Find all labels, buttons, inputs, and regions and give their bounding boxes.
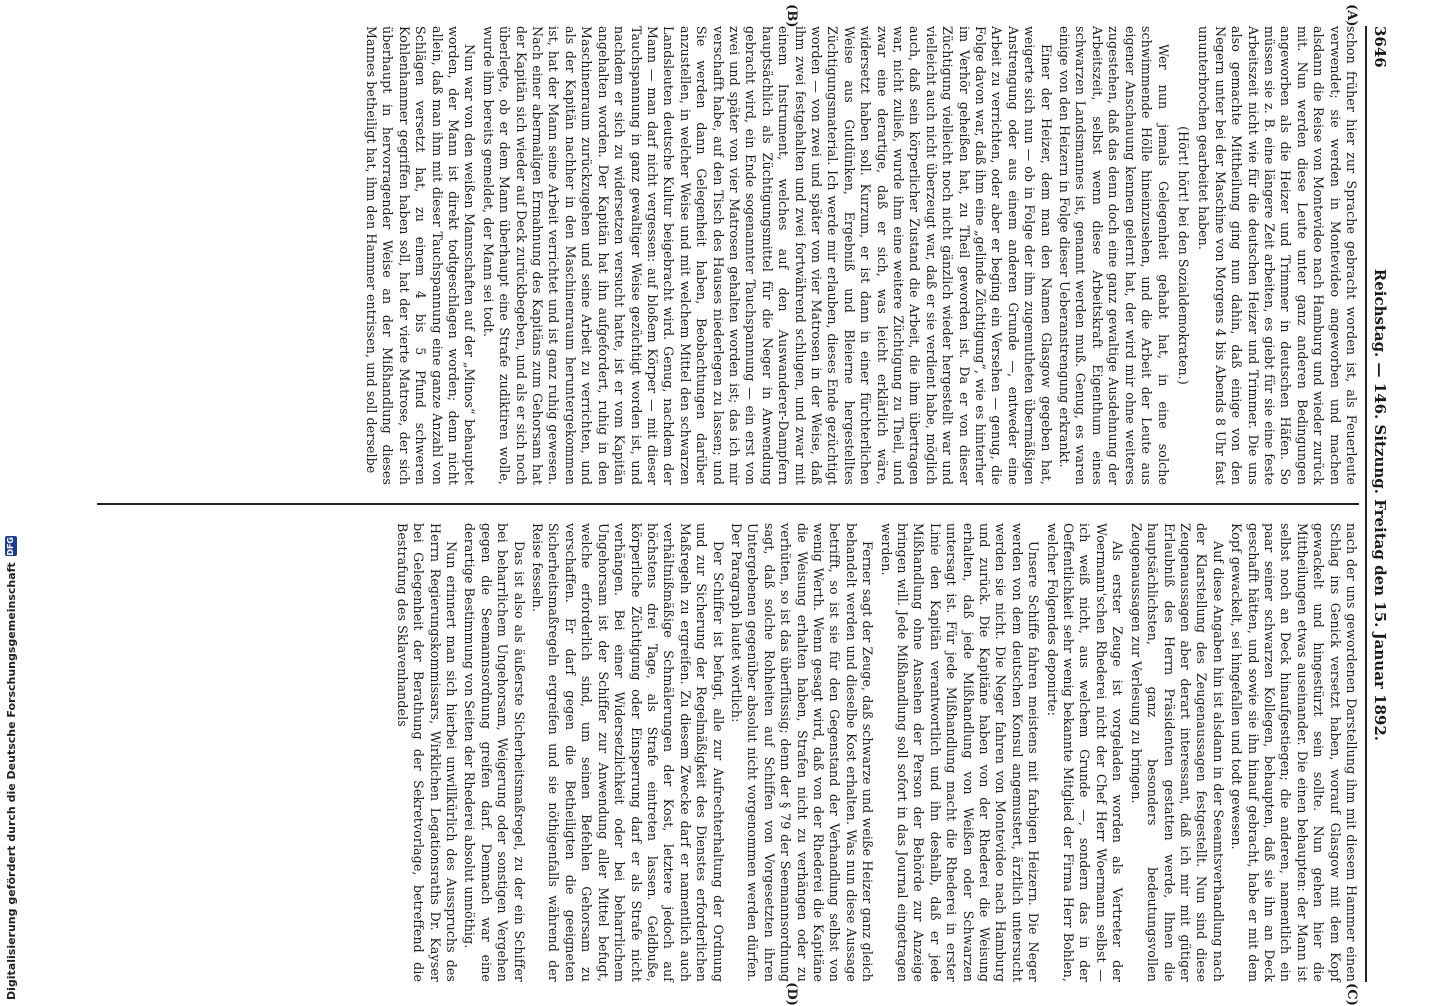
running-title: Reichstag. — 146. Sitzung. Freitag den 15. Januar 1892. (1371, 268, 1389, 742)
paragraph: Ferner sagt der Zeuge, daß schwarze und weiße Heizer ganz gleich behandelt werden und dieselbe Kost erhalten. Was nun diese Aussage betrifft, so ist sie für den Gegenstand der Verhandlung selbst von wenig Werth. Wenn gesagt wird, daß von der Rhederei die Kapitäne die Weisung erhalten haben, Strafen nicht zu verhängen oder zu verhüten, so ist das überflüssig; denn der § 79 der Seemannsordnung sagt, daß solche Rohheiten auf Schiffen von Vorgesetzten ihren Untergebenen gegenüber absolut nicht vorgenommen werden dürfen. Der Paragraph lautet wörtlich: (728, 523, 876, 982)
margin-marker-a: (A) (1344, 4, 1359, 27)
paragraph: Einer der Heizer, dem man den Namen Glasgow gegeben hat, weigerte sich nun — ob in Folge der ihm zugemutheten übermäßigen Anstrengung oder aus einem anderen Grunde —, entweder eine Arbeit zu verrichten, oder aber er beging ein Versehen — genug, die Folge davon war, daß ihm eine „gelinde Züchtigung“, wie es hinterher im Verhör geheißen hat, zu Theil geworden ist. Da er von dieser Züchtigung vielleicht noch nicht gänzlich wieder hergestellt war und vielleicht auch nicht überzeugt war, daß er sie verdient habe, möglich auch, daß sein körperlicher Zustand die Arbeit, die ihm übertragen war, nicht zuließ, wurde ihm eine weitere Züchtigung zu Theil, und zwar eine derartige, daß er sich, was leicht erklärlich wäre, widersetzt haben soll. Kurzum, er ist dann in einer fürchterlichen Weise aus Gutdünken, Ergebniß und Bleierne hergestelltes Züchtigungsmaterial. Ich werde mir erlauben, dieses Ende gezüchtigt worden — von zwei und später von vier Matrosen in der Weise, daß ihm zwei festgehalten und zwei fortwährend schlugen, und zwar mit einem Instrument, welches auf den Auswanderer-Dampfern hauptsächlich als Züchtigungsmittel für die Neger in Anwendung gebracht wird, ein Ende sogenannter Tauchspannung — ein erst von zwei und später von vier Matrosen gehalten worden ist; das ich mir verschafft habe, auf den Tisch des Hauses niederlegen zu lassen; und Sie werden dann Gelegenheit haben, Beobachtungen darüber anzustellen, in welcher Weise und mit welchem Mittel den schwarzen Landsleuten deutsche Kultur beigebracht wird. Genug, nachdem der Mann — man darf nicht vergessen: auf bloßem Körper — mit dieser Tauchspannung in ganz gewaltiger Weise gezüchtigt worden ist, und nachdem er sich zu widersetzen versucht hatte, ist er vom Kapitän angehalten worden. Der Kapitän hat ihn aufgefordert, ruhig in den Maschinenraum zurückzugehen und seine Arbeit zu verrichten, und als der Kapitän nachher in den Maschinenraum heruntergekommen ist, hat der Mann seine Arbeit verrichtet und ist ganz ruhig gewesen. Nach einer abermaligen Ermahnung des Kapitäns zum Gehorsam hat der Kapitän sich wieder auf Deck zurückbegeben, und als er sich noch überlegte, ob er dem Mann überhaupt eine Strafe zudiktiren wolle, wurde ihm bereits gemeldet, der Mann sei todt. (480, 26, 1054, 485)
paragraph: Auf diese Angaben hin ist alsdann in der Seeamtsverhandlung nach der Klarstellung des Zeugenaussagen festgestellt. Nun sind diese Zeugenaussagen aber derart interessant, daß ich mir mit gütiger Erlaubniß des Herrn Präsidenten gestatten werde, Ihnen die hauptsächlichsten, ganz besonders bedeutungsvollen Zeugenaussagen zur Verlesung zu bringen. (1128, 523, 1226, 982)
scanned-page (81, 4, 1421, 1006)
digitization-credit (4, 15, 18, 1000)
left-column (97, 4, 1359, 503)
paragraph: schon früher hier zur Sprache gebracht worden ist, als Feuerleute verwendet; sie werden in Montevideo angeworben und machen alsdann die Reise von Montevideo nach Hamburg und wieder zurück mit. Nun werden diese Leute unter ganz anderen Bedingungen angeworben als die Heizer und Trimmer in deutschen Häfen. So müssen sie z. B. eine längere Zeit arbeiten, es giebt für sie eine feste Arbeitszeit nicht wie für die deutschen Heizer und Trimmer. Die uns also gemachte Mittheilung ging nun dahin, daß einige von den Negern unter bei der Maschine von Morgens 4 bis Abends 8 Uhr fast ununterbrochen gearbeitet haben. (1196, 26, 1359, 485)
paragraph: Nun war von den weißen Mannschaften auf der „Minos“ behauptet worden, der Mann ist direkt todtgeschlagen worden; denn nicht allein, daß man ihm mit dieser Tauchspannung eine ganze Anzahl von Schlägen versetzt hat, zu einem 4 bis 5 Pfund schweren Kohlenhammer gegriffen haben soll, hat der vierte Matrose, der sich überhaupt in hervorragender Weise an der Mißhandlung dieses Mannes betheiligt hat, ihm den Hammer entrissen, und soll derselbe (364, 26, 478, 485)
margin-marker-c: (C) (1344, 983, 1359, 1006)
dfg-logo-icon: DFG (6, 537, 15, 556)
margin-marker-b: (B) (784, 4, 799, 28)
quoted-testimony: Unsere Schiffe fahren meistens mit farbigen Heizern. Die Neger werden von dem deutschen Konsul angemustert, ärztlich untersucht werden sie nicht. Die Neger fahren von Montevideo nach Hamburg und zurück. Die Kapitäne haben von der Rhederei die Weisung erhalten, daß jede Mißhandlung von Weißen oder Schwarzen untersagt ist. Für jede Mißhandlung macht die Rhederei in erster Linie den Kapitän verantwortlich und ihn deshalb, daß er jede Mißhandlung ohne Ansehen der Person der Behörde zur Anzeige bringen will. Jede Mißhandlung soll sofort in das Journal eingetragen werden. (878, 523, 1042, 982)
page-number: 3646 (1371, 26, 1389, 68)
digitization-credit-text: Digitalisierung gefördert durch die Deutsche Forschungsgemeinschaft (4, 562, 18, 1000)
quoted-law-text: Der Schiffer ist befugt, alle zur Aufrechterhaltung der Ordnung und zur Sicherung der Regelmäßigkeit des Dienstes erforderlichen Maßregeln zu ergreifen. Zu diesem Zwecke darf er namentlich auch verhältnißmäßige Schmälerungen der Kost, letztere jedoch auf höchstens drei Tage, als Strafe eintreten lassen. Geldbuße, körperliche Züchtigung oder Einsperrung darf er als Strafe nicht verhängen. Bei einer Widersetzlichkeit oder bei beharrlichem Ungehorsam ist der Schiffer zur Anwendung aller Mittel befugt, welche erforderlich sind, um seinen Befehlen Gehorsam zu verschaffen. Er darf gegen die Betheiligten die geeigneten Sicherheitsmaßregeln ergreifen und sie nöthigenfalls während der Reise fesseln. (530, 523, 726, 982)
text-columns (97, 4, 1359, 1006)
page-header (1365, 26, 1411, 982)
paragraph: Als erster Zeuge ist vorgeladen worden als Vertreter der Woermann'schen Rhederei nicht der Chef Herr Woermann selbst — ich weiß nicht, aus welchem Grunde —, sondern das in der Oeffentlichkeit sehr wenig bekannte Mitglied der Firma Herr Bohlen, welcher Folgendes deponirte: (1044, 523, 1126, 982)
margin-marker-d: (D) (784, 982, 799, 1006)
paragraph: Wer nun jemals Gelegenheit gehabt hat, in eine solche schwimmende Hölle hineinzusehen, und die Arbeit der Leute aus eigener Anschauung kennen gelernt hat, der wird mir ohne weiteres zugestehen, daß das denn doch eine ganz gewaltige Ausdehnung der Arbeitszeit, selbst wenn diese Arbeitskraft Eigenthum eines schwarzen Landsmannes ist, genannt werden muß. Genug, es waren einige von den Heizern in Folge dieser Ueberanstrengung erkrankt. (1057, 26, 1171, 485)
paragraph: Das ist also als äußerste Sicherheitsmaßregel, zu der ein Schiffer bei beharrlichem Ungehorsam, Weigerung oder sonstigen Vergehen gegen die Seemannsordnung greifen darf. Demnach war eine derartige Bestimmung von Seiten der Rhederei absolut unnöthig. (462, 523, 527, 982)
interjection: (Hört! hört! bei den Sozialdemokraten.) (1175, 126, 1191, 385)
paragraph: Nun erinnert man sich hierbei unwillkürlich des Ausspruchs des Herrn Regierungskommissars, Wirklichen Legationsraths Dr. Kayser bei Gelegenheit der Berathung der Sekretvorlage, betreffend die Bestrafung des Sklavenhandels (394, 523, 460, 982)
paragraph: nach der uns gewordenen Darstellung ihm mit diesem Hammer einen Schlag ins Genick versetzt haben, worauf Glasgow mit dem Kopf gewackelt und hingestürzt sein sollte. Nun gehen hier die Mittheilungen etwas auseinander. Die einen behaupten: der Mann ist selbst noch an Deck hinaufgestiegen; die anderen, namentlich ein paar seiner schwarzen Kollegen, behaupten, daß sie ihn an Deck geschafft hätten, und sowie sie ihn hinauf gebracht, habe er mit dem Kopf gewackelt, sei hingefallen und todt gewesen. (1229, 523, 1359, 982)
right-column (97, 503, 1359, 1006)
